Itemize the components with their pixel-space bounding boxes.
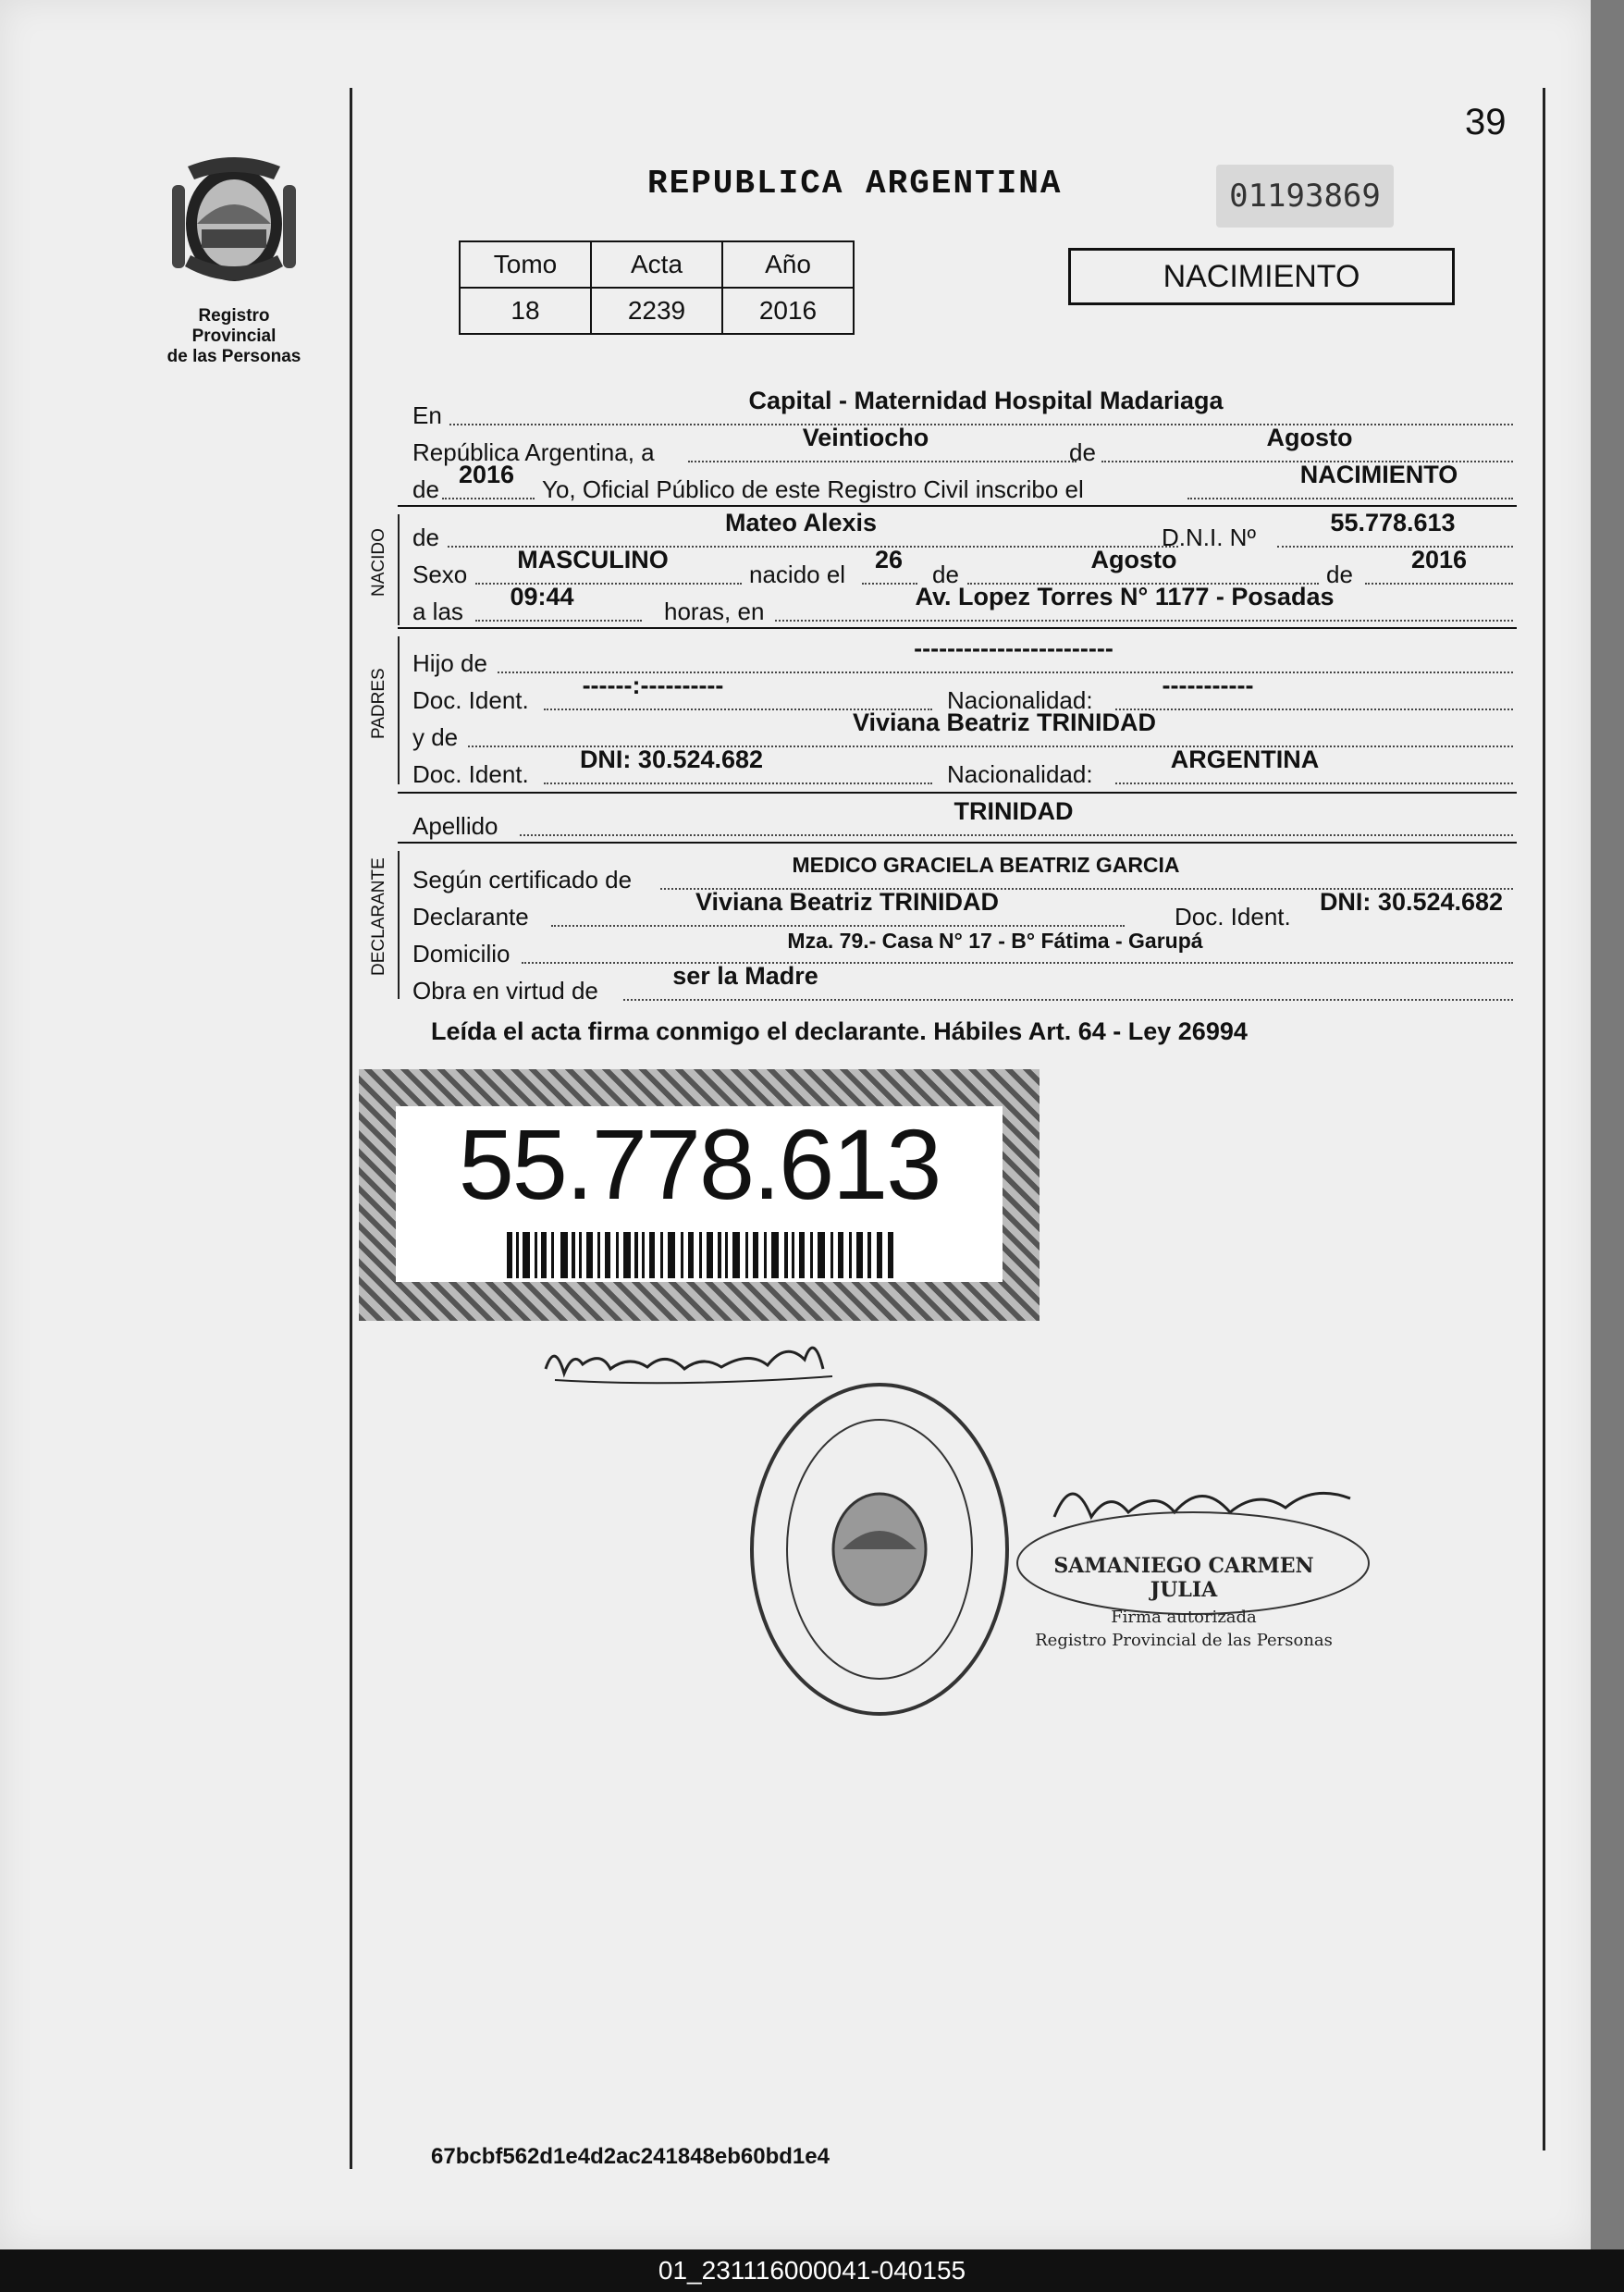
label-dni: D.N.I. Nº <box>1162 524 1256 551</box>
official-stamp-text <box>1027 1554 1341 1650</box>
value-domicilio: Mza. 79.- Casa N° 17 - B° Fátima - Garupá <box>787 929 1203 953</box>
value-mother-nationality: ARGENTINA <box>1170 746 1320 773</box>
document-hash: 67bcbf562d1e4d2ac241848eb60bd1e4 <box>431 2144 830 2169</box>
value-mother-doc: DNI: 30.524.682 <box>579 746 764 773</box>
tomo-acta-anio-table <box>459 240 855 335</box>
label-nacionalidad-madre: Nacionalidad: <box>947 760 1093 788</box>
label-nacido-el: nacido el <box>749 561 846 588</box>
value-doc-declarante: DNI: 30.524.682 <box>1319 888 1504 916</box>
row-nacido-sexo <box>412 546 1513 588</box>
label-a-las: a las <box>412 598 463 625</box>
value-day-words: Veintiocho <box>802 424 929 451</box>
barcode-number: 55.778.613 <box>458 1108 941 1220</box>
label-declarante: Declarante <box>412 903 529 930</box>
label-de2: de <box>412 475 439 503</box>
acta-header: Acta <box>591 241 722 288</box>
value-apellido: TRINIDAD <box>953 797 1074 825</box>
act-type-box: NACIMIENTO <box>1068 248 1455 305</box>
label-hijo-de: Hijo de <box>412 649 487 677</box>
value-declarante: Viviana Beatriz TRINIDAD <box>695 888 1000 916</box>
value-inscribed: NACIMIENTO <box>1299 461 1458 488</box>
anio-header: Año <box>722 241 854 288</box>
value-year: 2016 <box>458 461 515 488</box>
row-madre-doc <box>412 746 1513 788</box>
label-de-anio: de <box>1326 561 1353 588</box>
row-declarante <box>412 888 1513 930</box>
label-republica: República Argentina, a <box>412 438 655 466</box>
registry-name-line1: Registro Provincial <box>191 306 277 346</box>
row-nacido-hora <box>412 583 1513 625</box>
scan-id-bar: 01_231116000041-040155 <box>0 2249 1624 2292</box>
label-oficial: Yo, Oficial Público de este Registro Civil inscribo el <box>542 475 1084 503</box>
value-obra: ser la Madre <box>672 962 818 990</box>
registry-name-line2: de las Personas <box>166 347 301 366</box>
label-horas-en: horas, en <box>664 598 765 625</box>
value-father: ------------------------ <box>914 635 1113 662</box>
value-mother: Viviana Beatriz TRINIDAD <box>852 709 1157 736</box>
section-nacido: NACIDO <box>369 528 388 597</box>
page-number: 39 <box>1465 102 1507 142</box>
serial-number: 01193869 <box>1216 165 1394 228</box>
right-border-line <box>1543 88 1545 2150</box>
value-child-dni: 55.778.613 <box>1330 509 1456 536</box>
value-father-nationality: ----------- <box>1162 672 1254 699</box>
value-month: Agosto <box>1266 424 1353 451</box>
label-nacionalidad-padre: Nacionalidad: <box>947 686 1093 714</box>
value-birth-place: Av. Lopez Torres N° 1177 - Posadas <box>915 583 1335 610</box>
official-org: Registro Provincial de las Personas <box>1035 1631 1333 1650</box>
row-oficial <box>412 461 1513 503</box>
value-sexo: MASCULINO <box>517 546 669 573</box>
value-place: Capital - Maternidad Hospital Madariaga <box>748 387 1224 414</box>
row-nacido-name <box>412 509 1513 551</box>
label-sexo: Sexo <box>412 561 468 588</box>
misiones-shield-icon <box>165 148 303 296</box>
value-birth-year: 2016 <box>1410 546 1468 573</box>
closing-statement: Leída el acta firma conmigo el declarante. Hábiles Art. 64 - Ley 26994 <box>431 1017 1248 1045</box>
label-de-nacido: de <box>412 524 439 551</box>
acta-value: 2239 <box>591 288 722 334</box>
left-border-line <box>350 88 352 2169</box>
row-obra <box>412 962 1513 1004</box>
label-de-mes: de <box>932 561 959 588</box>
row-apellido <box>412 797 1513 840</box>
label-certificado: Según certificado de <box>412 866 633 893</box>
label-domicilio: Domicilio <box>412 940 511 967</box>
label-en: En <box>412 401 442 429</box>
row-padre-doc <box>412 672 1513 714</box>
document-title: REPUBLICA ARGENTINA <box>647 165 1063 203</box>
official-role: Firma autorizada <box>1111 1608 1257 1627</box>
label-doc-declarante: Doc. Ident. <box>1175 903 1291 930</box>
row-certificado <box>412 853 1513 893</box>
registry-logo <box>155 148 313 367</box>
row-domicilio <box>412 929 1513 967</box>
section-padres: PADRES <box>369 668 388 739</box>
value-child-name: Mateo Alexis <box>724 509 878 536</box>
official-name: SAMANIEGO CARMEN JULIA <box>1053 1554 1314 1602</box>
row-madre <box>412 709 1513 751</box>
row-fecha <box>412 424 1513 466</box>
label-doc-padre: Doc. Ident. <box>412 686 529 714</box>
label-de: de <box>1069 438 1096 466</box>
label-apellido: Apellido <box>412 812 498 840</box>
official-seal-icon <box>745 1378 1014 1720</box>
value-birth-day: 26 <box>874 546 904 573</box>
value-birth-month: Agosto <box>1090 546 1177 573</box>
tomo-header: Tomo <box>460 241 591 288</box>
label-doc-madre: Doc. Ident. <box>412 760 529 788</box>
label-y-de: y de <box>412 723 459 751</box>
value-certificado: MEDICO GRACIELA BEATRIZ GARCIA <box>792 853 1180 877</box>
section-declarante: DECLARANTE <box>369 857 388 976</box>
row-padre <box>412 635 1513 677</box>
barcode-sticker <box>359 1069 1040 1321</box>
tomo-value: 18 <box>460 288 591 334</box>
value-birth-time: 09:44 <box>510 583 574 610</box>
anio-value: 2016 <box>722 288 854 334</box>
value-father-doc: ------:---------- <box>582 672 724 699</box>
barcode-icon <box>507 1232 895 1278</box>
label-obra: Obra en virtud de <box>412 977 598 1004</box>
row-en <box>412 387 1513 429</box>
